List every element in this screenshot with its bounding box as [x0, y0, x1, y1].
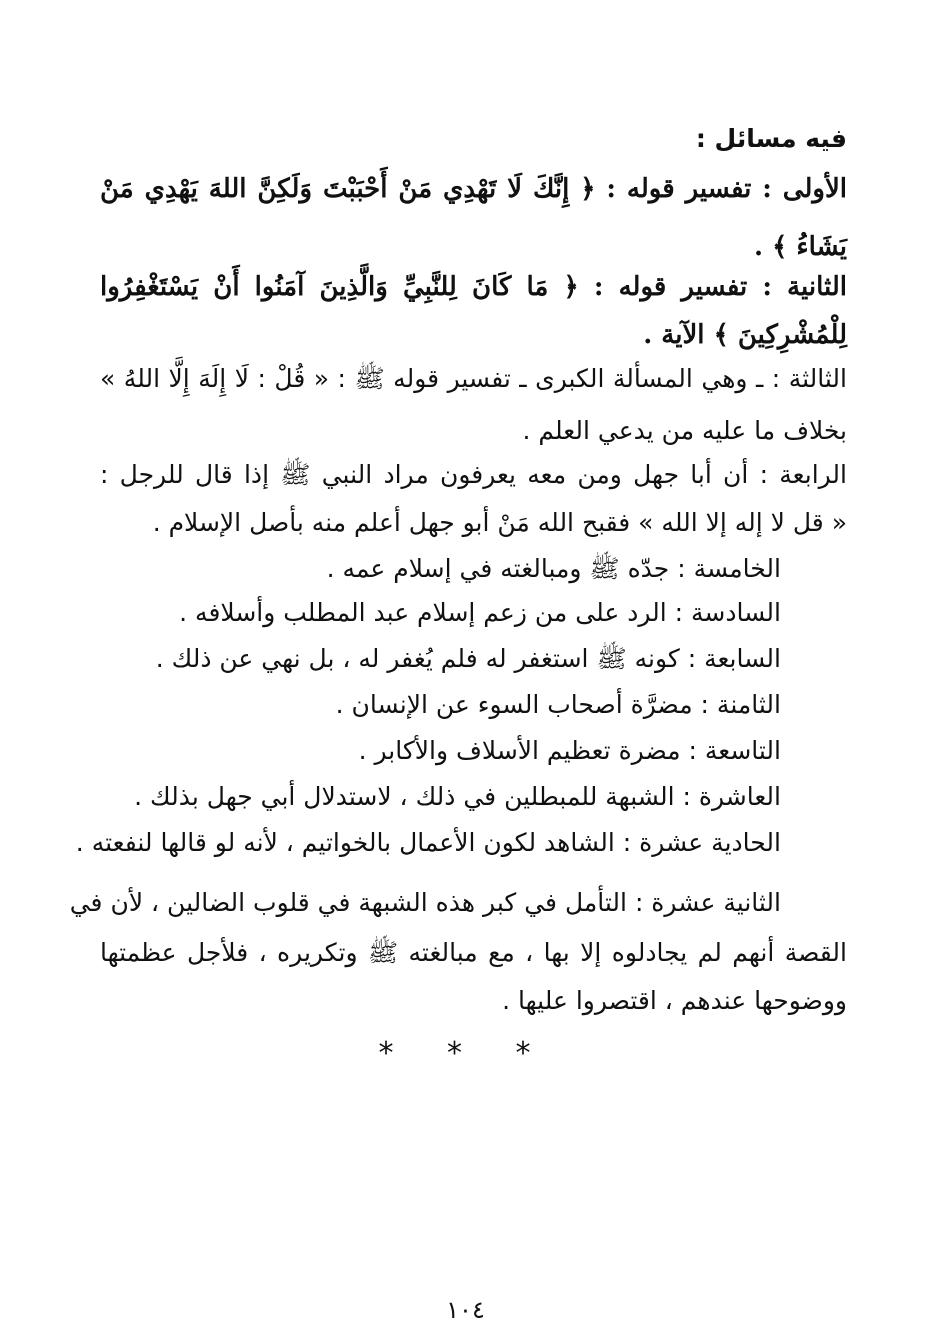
issue-12-line-2: القصة أنهم لم يجادلوه إلا بها ، مع مبالغته ﷺ وتكريره ، فلأجل عظمتها — [100, 938, 847, 967]
issue-11: الحادية عشرة : الشاهد لكون الأعمال بالخواتيم ، لأنه لو قالها لنفعته . — [75, 828, 781, 857]
issue-12-line-1: الثانية عشرة : التأمل في كبر هذه الشبهة في قلوب الضالين ، لأن في — [69, 888, 781, 917]
issue-3-line-1: الثالثة : ـ وهي المسألة الكبرى ـ تفسير قوله ﷺ : « قُلْ : لَا إِلَهَ إِلَّا اللهُ » — [100, 364, 847, 393]
issue-1-line-2: يَشَاءُ ﴾ . — [754, 232, 847, 262]
issue-5: الخامسة : جدّه ﷺ ومبالغته في إسلام عمه . — [326, 554, 781, 583]
section-heading: فيه مسائل : — [695, 124, 847, 153]
issue-6: السادسة : الرد على من زعم إسلام عبد المطلب وأسلافه . — [179, 598, 781, 627]
issue-2-line-2: لِلْمُشْرِكِينَ ﴾ الآية . — [643, 320, 847, 350]
issue-4-line-2: « قل لا إله إلا الله » فقبح الله مَنْ أبو جهل أعلم منه بأصل الإسلام . — [152, 508, 847, 537]
issue-9: التاسعة : مضرة تعظيم الأسلاف والأكابر . — [358, 736, 781, 765]
issue-3-line-2: بخلاف ما عليه من يدعي العلم . — [522, 416, 847, 445]
issue-1-line-1: الأولى : تفسير قوله : ﴿ إِنَّكَ لَا تَهْدِي مَنْ أَحْبَبْتَ وَلَكِنَّ اللهَ يَهْدِي مَنْ — [100, 174, 847, 204]
issue-7: السابعة : كونه ﷺ استغفر له فلم يُغفر له ، بل نهي عن ذلك . — [155, 644, 781, 673]
issue-10: العاشرة : الشبهة للمبطلين في ذلك ، لاستدلال أبي جهل بذلك . — [134, 782, 781, 811]
issue-8: الثامنة : مضرَّة أصحاب السوء عن الإنسان . — [335, 690, 781, 719]
issue-4-line-1: الرابعة : أن أبا جهل ومن معه يعرفون مراد النبي ﷺ إذا قال للرجل : — [100, 460, 847, 489]
issue-2-line-1: الثانية : تفسير قوله : ﴿ مَا كَانَ لِلنَّبِيِّ وَالَّذِينَ آمَنُوا أَنْ يَسْتَغْفِرُوا — [100, 272, 847, 302]
section-separator: * * * — [378, 1036, 553, 1071]
issue-12-line-3: ووضوحها عندهم ، اقتصروا عليها . — [502, 986, 847, 1015]
page-number: ١٠٤ — [446, 1296, 485, 1324]
